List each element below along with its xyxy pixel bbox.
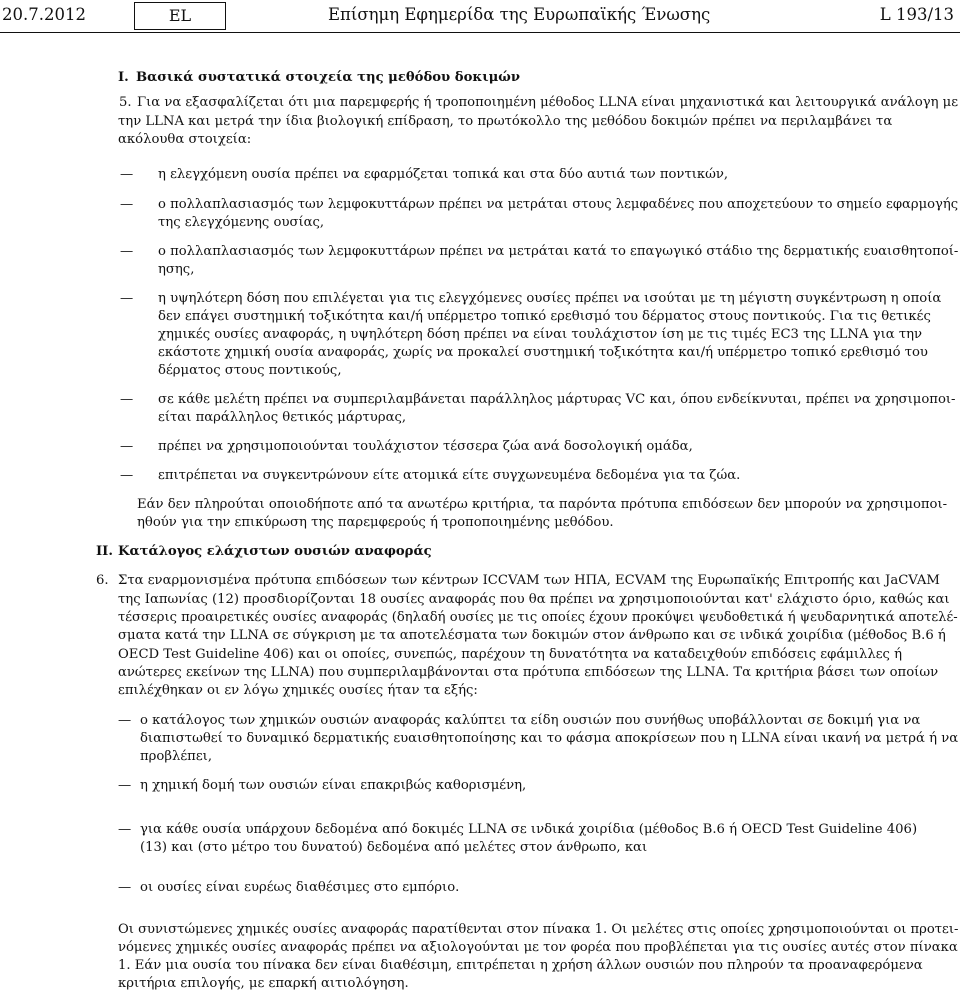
paragraph-number: 5. bbox=[119, 95, 132, 110]
list-item: η χημική δομή των ουσιών είναι επακριβώς καθορισμένη, bbox=[140, 778, 527, 793]
list-item: της ελεγχόμενης ουσίας, bbox=[158, 215, 325, 230]
list-item: ο πολλαπλασιασμός των λεμφοκυττάρων πρέπει να μετράται στους λεμφαδένες που αποχετεύουν το σημείο εφαρμογής bbox=[158, 197, 959, 212]
list-bullet: — bbox=[120, 392, 134, 407]
text-line: Οι συνιστώμενες χημικές ουσίες αναφοράς παρατίθενται στον πίνακα 1. Οι μελέτες στις οποίες χρησιμοποιούνται οι προτει- bbox=[118, 922, 959, 937]
list-bullet: — bbox=[118, 713, 132, 728]
publication-date: 20.7.2012 bbox=[2, 5, 86, 24]
list-item: δεν επάγει συστημική τοξικότητα και/ή υπέρμετρο τοπικό ερεθισμό του δέρματος στους ποντικούς. Για τις θετικές bbox=[158, 309, 931, 324]
list-bullet: — bbox=[120, 468, 134, 483]
list-bullet: — bbox=[120, 244, 134, 259]
text-line: σματα κατά την LLNA σε σύγκριση με τα αποτελέσματα των δοκιμών στον άνθρωπο και σε ινδικά χοιρίδια (μέθοδος B.6 ή bbox=[118, 628, 946, 643]
text-line: Εάν δεν πληρούται οποιοδήποτε από τα ανωτέρω κριτήρια, τα παρόντα πρότυπα επιδόσεων δεν μπορούν να χρησιμοποι- bbox=[137, 497, 948, 512]
language-box: EL bbox=[134, 2, 226, 30]
text-line: OECD Test Guideline 406) και οι οποίες, συνεπώς, παρέχουν τη δυνατότητα να καταδειχθούν επιδόσεις εφάμιλλες ή bbox=[118, 647, 903, 662]
text-line: ακόλουθα στοιχεία: bbox=[118, 132, 252, 147]
list-bullet: — bbox=[120, 167, 134, 182]
page-header bbox=[0, 2, 960, 34]
list-bullet: — bbox=[118, 822, 132, 837]
text-line: Για να εξασφαλίζεται ότι μια παρεμφερής ή τροποποιημένη μέθοδος LLNA είναι μηχανιστικά και λειτουργικά ανάλογη με bbox=[137, 95, 959, 110]
section-number: I. bbox=[118, 70, 129, 85]
paragraph-number: 6. bbox=[96, 573, 109, 588]
header-rule bbox=[0, 32, 960, 33]
list-bullet: — bbox=[120, 439, 134, 454]
list-item: σε κάθε μελέτη πρέπει να συμπεριλαμβάνεται παράλληλος μάρτυρας VC και, όπου ενδείκνυται, πρέπει να χρησιμοποι- bbox=[158, 392, 956, 407]
section-title: Βασικά συστατικά στοιχεία της μεθόδου δοκιμών bbox=[136, 70, 520, 85]
list-item: πρέπει να χρησιμοποιούνται τουλάχιστον τέσσερα ζώα ανά δοσολογική ομάδα, bbox=[158, 439, 693, 454]
text-line: την LLNA και μετρά την ίδια βιολογική επίδραση, το πρωτόκολλο της μεθόδου δοκιμών πρέπει να περιλαμβάνει τα bbox=[118, 114, 893, 129]
list-item: για κάθε ουσία υπάρχουν δεδομένα από δοκιμές LLNA σε ινδικά χοιρίδια (μέθοδος B.6 ή OECD Test Guideline 406) bbox=[140, 822, 918, 837]
text-line: ανώτερες εκείνων της LLNA) που συμπεριλαμβάνονται στα πρότυπα επιδόσεων της LLNA. Τα κριτήρια βάσει των οποίων bbox=[118, 665, 939, 680]
list-item: η ελεγχόμενη ουσία πρέπει να εφαρμόζεται τοπικά και στα δύο αυτιά των ποντικών, bbox=[158, 167, 729, 182]
list-item: είται παράλληλος θετικός μάρτυρας, bbox=[158, 410, 407, 425]
list-item: ο πολλαπλασιασμός των λεμφοκυττάρων πρέπει να μετράται κατά το επαγωγικό στάδιο της δερματικής ευαισθητοποί- bbox=[158, 244, 959, 259]
list-bullet: — bbox=[118, 778, 132, 793]
section-number: II. bbox=[96, 544, 113, 559]
list-item: δέρματος στους ποντικούς, bbox=[158, 363, 342, 378]
list-item: (13) και (στο μέτρο του δυνατού) δεδομένα από μελέτες στον άνθρωπο, και bbox=[140, 840, 648, 855]
list-item: διαπιστωθεί το δυναμικό δερματικής ευαισθητοποίησης και το φάσμα αποκρίσεων που η LLNA είναι ικανή να μετρά ή να bbox=[140, 731, 959, 746]
text-line: της Ιαπωνίας (12) προσδιορίζονται 18 ουσίες αναφοράς που θα πρέπει να χρησιμοποιούνται κατ' ελάχιστο όριο, καθώς και bbox=[118, 592, 950, 607]
text-line: ηθούν για την επικύρωση της παρεμφερούς ή τροποποιημένης μεθόδου. bbox=[137, 515, 614, 530]
text-line: κριτήρια επιλογής, με επαρκή αιτιολόγηση. bbox=[118, 976, 409, 991]
journal-title: Επίσημη Εφημερίδα της Ευρωπαϊκής Ένωσης bbox=[328, 5, 711, 24]
text-line: επιλέχθηκαν οι εν λόγω χημικές ουσίες ήταν τα εξής: bbox=[118, 683, 478, 698]
list-item: εκάστοτε χημική ουσία αναφοράς, χωρίς να προκαλεί συστημική τοξικότητα και/ή υπέρμετρο τοπικό ερεθισμό του bbox=[158, 345, 928, 360]
text-line: Στα εναρμονισμένα πρότυπα επιδόσεων των κέντρων ICCVAM των ΗΠΑ, ECVAM της Ευρωπαϊκής Επιτροπής και JaCVAM bbox=[118, 573, 940, 588]
list-bullet: — bbox=[120, 197, 134, 212]
list-bullet: — bbox=[120, 291, 134, 306]
list-item: η υψηλότερη δόση που επιλέγεται για τις ελεγχόμενες ουσίες πρέπει να ισούται με τη μέγιστη συγκέντρωση η οποία bbox=[158, 291, 942, 306]
list-item: ησης, bbox=[158, 262, 195, 277]
list-item: επιτρέπεται να συγκεντρώνουν είτε ατομικά είτε συγχωνευμένα δεδομένα για τα ζώα. bbox=[158, 468, 741, 483]
text-line: νόμενες χημικές ουσίες αναφοράς πρέπει να αξιολογούνται με τον φορέα που προβλέπεται για τις ουσίες αυτές στον πίνακα bbox=[118, 940, 958, 955]
text-line: 1. Εάν μια ουσία του πίνακα δεν είναι διαθέσιμη, επιτρέπεται η χρήση άλλων ουσιών που πληρούν τα προαναφερόμενα bbox=[118, 958, 923, 973]
list-item: ο κατάλογος των χημικών ουσιών αναφοράς καλύπτει τα είδη ουσιών που συνήθως υποβάλλονται σε δοκιμή για να bbox=[140, 713, 921, 728]
list-item: χημικές ουσίες αναφοράς, η υψηλότερη δόση πρέπει να είναι τουλάχιστον ίση με τις τιμές EC3 της LLNA για την bbox=[158, 327, 923, 342]
list-item: προβλέπει, bbox=[140, 749, 213, 764]
list-bullet: — bbox=[118, 880, 132, 895]
list-item: οι ουσίες είναι ευρέως διαθέσιμες στο εμπόριο. bbox=[140, 880, 460, 895]
section-title: Κατάλογος ελάχιστων ουσιών αναφοράς bbox=[118, 544, 432, 559]
page-number: L 193/13 bbox=[879, 5, 954, 24]
text-line: τέσσερις προαιρετικές ουσίες αναφοράς (δηλαδή ουσίες με τις οποίες έχουν προκύψει ψευδοθετικά ή ψευδαρνητικά αποτελέ- bbox=[118, 610, 958, 625]
